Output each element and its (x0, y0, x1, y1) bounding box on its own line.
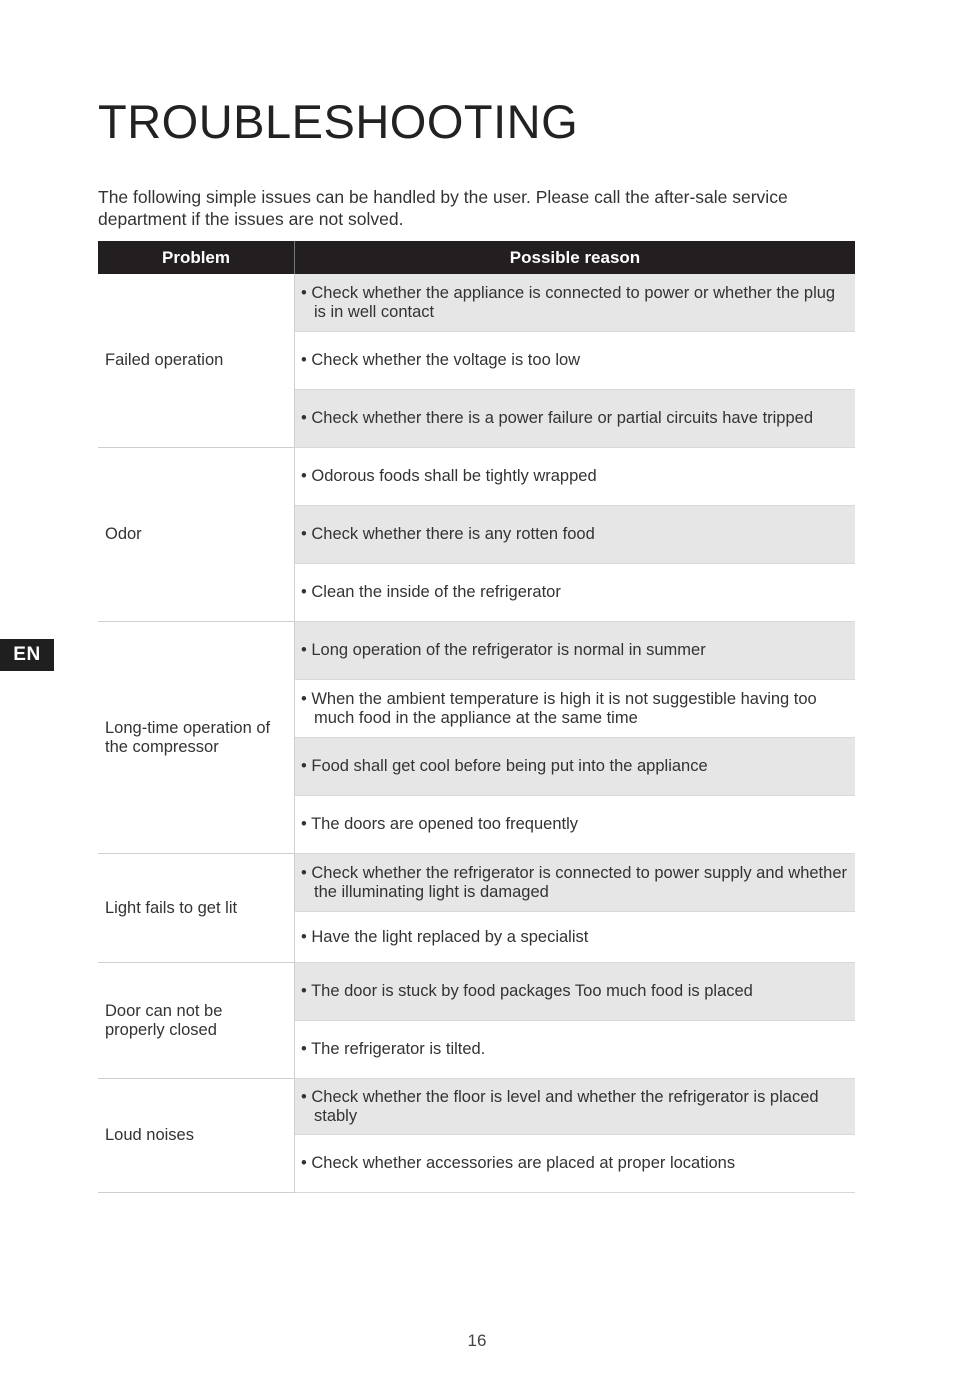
reason-text: • Long operation of the refrigerator is normal in summer (301, 641, 706, 660)
table-row (98, 963, 855, 1021)
reason-cell (295, 854, 856, 912)
reason-text: • The doors are opened too frequently (301, 815, 578, 834)
reason-text: • Check whether the appliance is connected to power or whether the plug is in well contact (301, 284, 836, 321)
intro-paragraph: The following simple issues can be handled by the user. Please call the after-sale service department if the issues are not solved. (98, 187, 788, 229)
header-possible-reason: Possible reason (295, 241, 856, 274)
reason-text: • Check whether the voltage is too low (301, 351, 581, 370)
reason-text: • Food shall get cool before being put into the appliance (301, 757, 708, 776)
table-row (98, 448, 855, 506)
reason-cell (295, 680, 856, 738)
problem-cell: Long-time operation of the compressor (98, 622, 295, 854)
table-row (98, 622, 855, 680)
reason-text: • Have the light replaced by a specialist (301, 927, 589, 946)
reason-text: • The refrigerator is tilted. (301, 1040, 486, 1059)
reason-cell (295, 564, 856, 622)
table-header-row (98, 241, 855, 274)
reason-cell (295, 448, 856, 506)
reason-cell (295, 390, 856, 448)
problem-cell: Light fails to get lit (98, 854, 295, 963)
reason-cell (295, 332, 856, 390)
header-problem: Problem (98, 241, 295, 274)
reason-text: • Check whether there is any rotten food (301, 525, 595, 544)
problem-cell: Failed operation (98, 274, 295, 448)
reason-text: • Check whether accessories are placed at proper locations (301, 1154, 736, 1173)
reason-cell (295, 1021, 856, 1079)
table-row (98, 274, 855, 332)
reason-text: • The door is stuck by food packages Too much food is placed (301, 982, 753, 1001)
reason-cell (295, 506, 856, 564)
language-tab: EN (0, 639, 54, 671)
page-number: 16 (467, 1331, 487, 1350)
table-row (98, 1079, 855, 1135)
reason-text: • Clean the inside of the refrigerator (301, 583, 561, 602)
page-title: TROUBLESHOOTING (98, 95, 579, 148)
reason-text: • When the ambient temperature is high it is not suggestible having too much food in the appliance at the same time (301, 690, 817, 727)
problem-cell: Door can not be properly closed (98, 963, 295, 1079)
problem-cell: Odor (98, 448, 295, 622)
reason-cell (295, 1079, 856, 1135)
reason-text: • Check whether the refrigerator is connected to power supply and whether the illuminating light is damaged (301, 864, 847, 901)
problem-cell: Loud noises (98, 1079, 295, 1193)
reason-cell (295, 912, 856, 963)
reason-cell (295, 622, 856, 680)
reason-cell (295, 963, 856, 1021)
reason-cell (295, 1135, 856, 1193)
reason-cell (295, 796, 856, 854)
reason-text: • Check whether the floor is level and whether the refrigerator is placed stably (301, 1088, 819, 1125)
reason-text: • Odorous foods shall be tightly wrapped (301, 467, 597, 486)
reason-text: • Check whether there is a power failure or partial circuits have tripped (301, 409, 814, 428)
troubleshooting-table (98, 241, 855, 1193)
reason-cell (295, 738, 856, 796)
reason-cell (295, 274, 856, 332)
table-row (98, 854, 855, 912)
